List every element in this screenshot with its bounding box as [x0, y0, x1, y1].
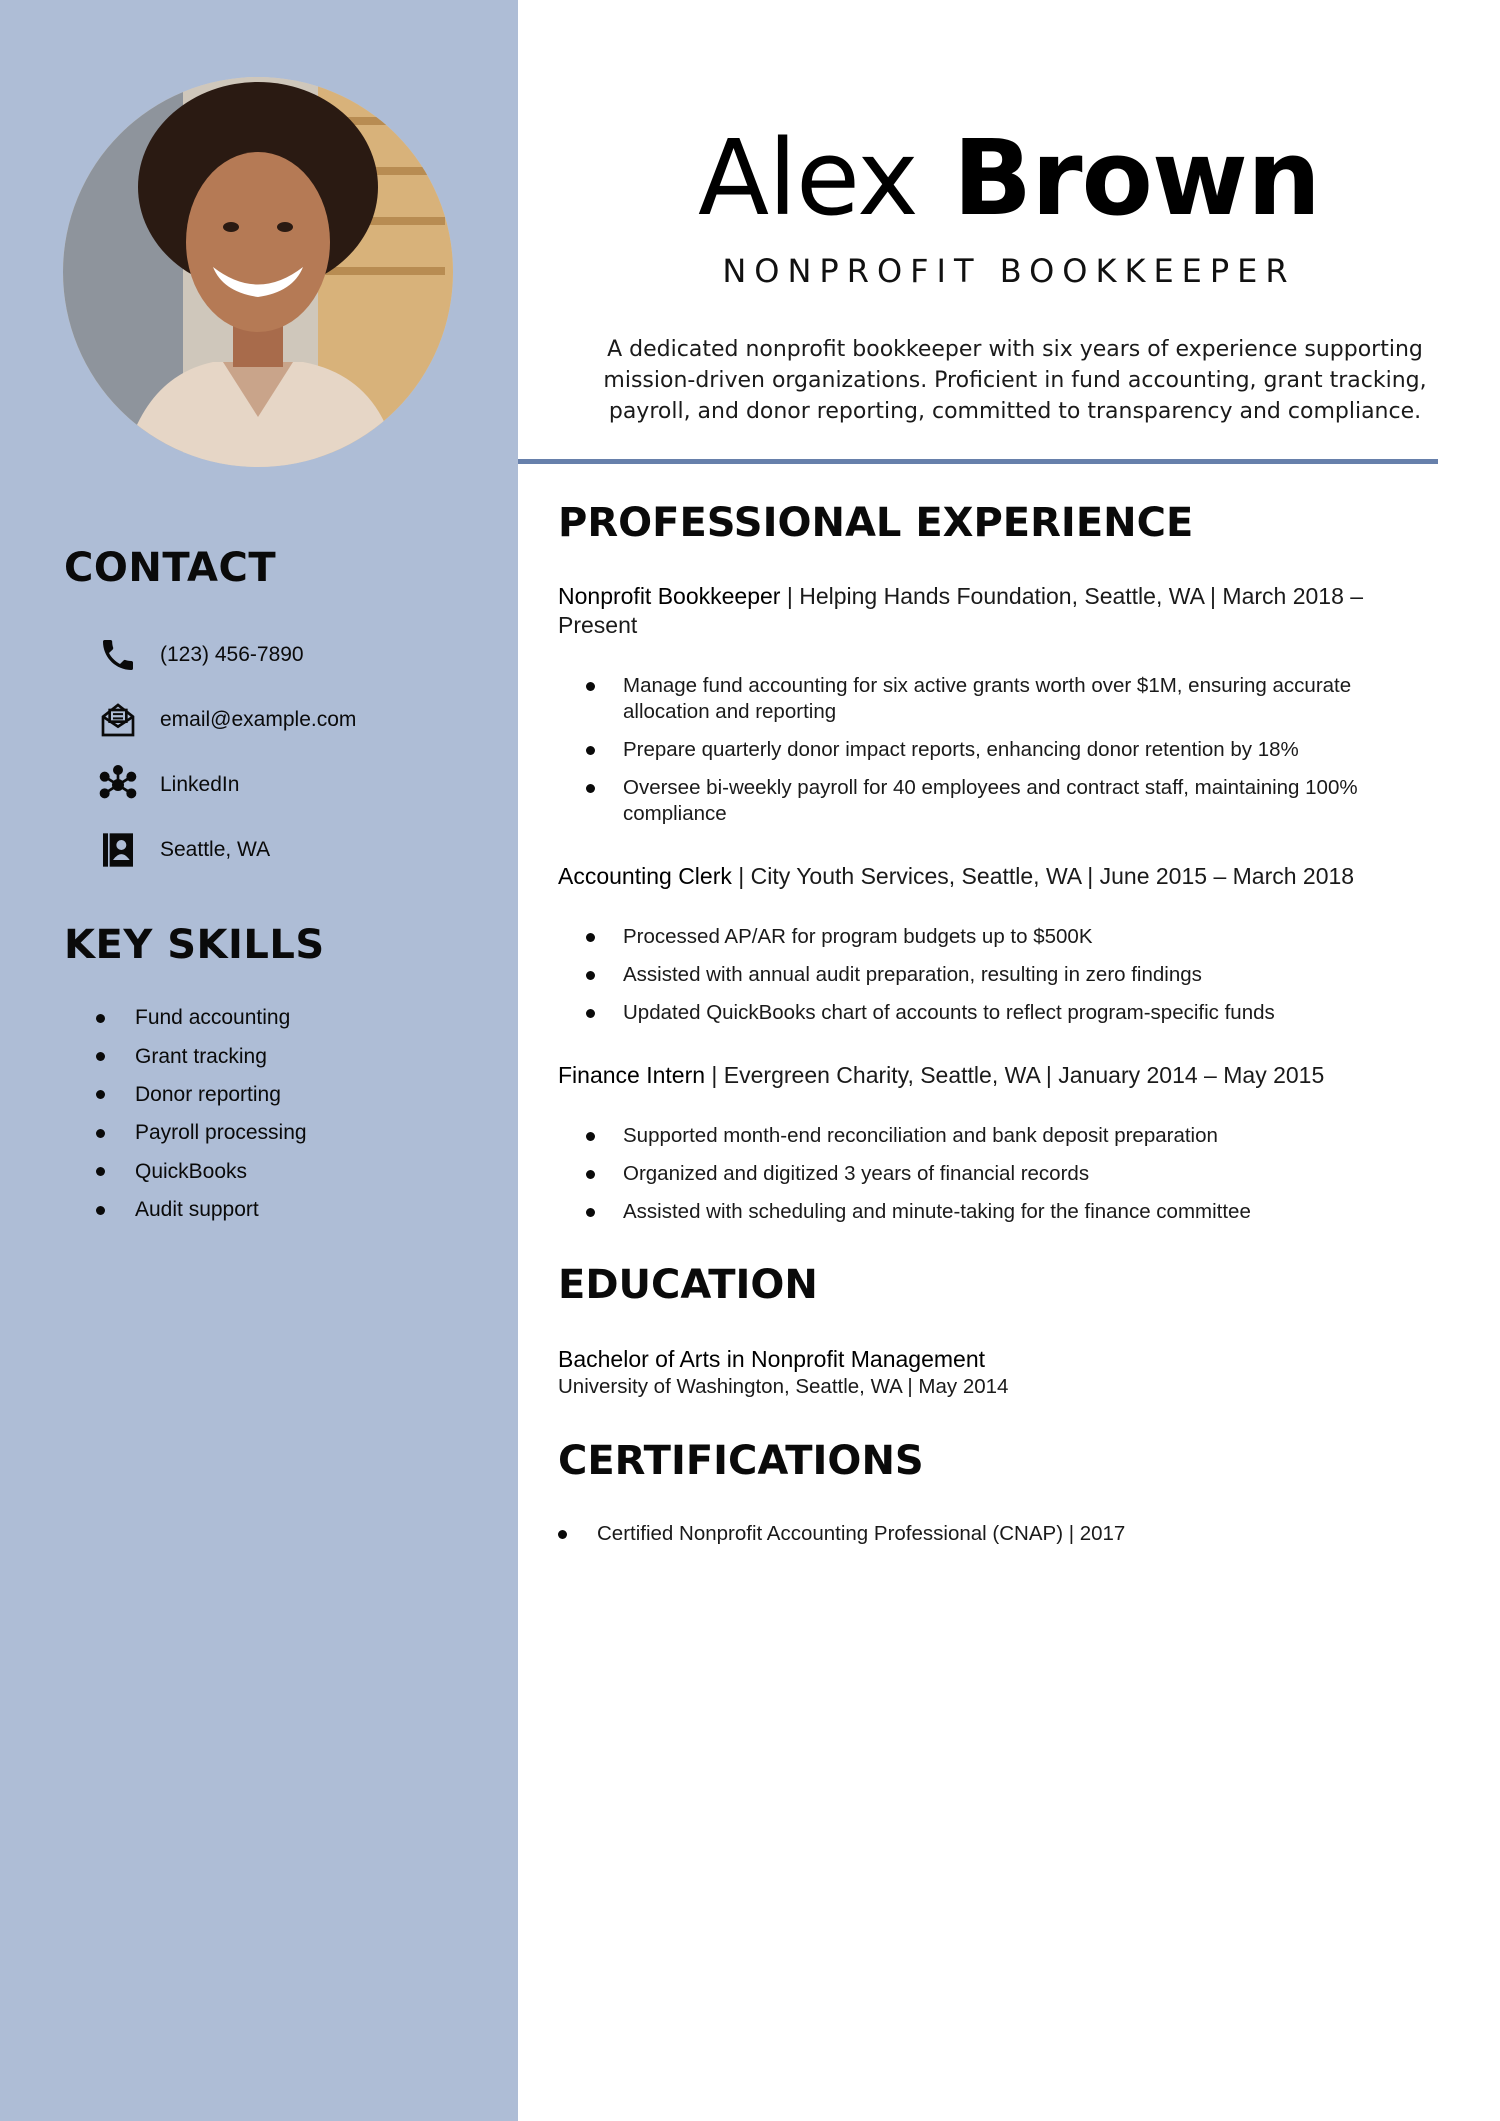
contact-linkedin	[96, 752, 496, 817]
email-text: email@example.com	[160, 707, 357, 731]
achievement-item: Prepare quarterly donor impact reports, enhancing donor retention by 18%	[586, 737, 1406, 763]
bullet	[586, 784, 595, 793]
contact-email	[96, 687, 496, 752]
bullet	[96, 1167, 105, 1176]
contact-heading: CONTACT	[64, 545, 277, 591]
achievement-item: Oversee bi-weekly payroll for 40 employees and contract staff, maintaining 100% compliance	[586, 775, 1406, 827]
bullet	[96, 1090, 105, 1099]
skill-item: Audit support	[96, 1191, 307, 1229]
skills-list	[96, 999, 307, 1229]
phone-text: (123) 456-7890	[160, 642, 304, 666]
portrait-image	[63, 77, 453, 467]
achievement-list	[586, 1123, 1406, 1237]
skill-item: QuickBooks	[96, 1153, 307, 1191]
bullet	[586, 1170, 595, 1179]
header-divider	[518, 459, 1438, 464]
bullet	[586, 933, 595, 942]
achievement-item: Supported month-end reconciliation and bank deposit preparation	[586, 1123, 1406, 1149]
bullet	[586, 682, 595, 691]
skill-item: Donor reporting	[96, 1076, 307, 1114]
bullet	[558, 1530, 567, 1539]
certification-item: Certified Nonprofit Accounting Professional (CNAP) | 2017	[558, 1522, 1125, 1546]
degree: Bachelor of Arts in Nonprofit Management	[558, 1346, 986, 1372]
job-details: | Evergreen Charity, Seattle, WA | January 2014 – May 2015	[705, 1062, 1325, 1088]
achievement-item: Manage fund accounting for six active grants worth over $1M, ensuring accurate allocation and reporting	[586, 673, 1406, 725]
profile-photo	[63, 77, 453, 467]
skill-item: Fund accounting	[96, 999, 307, 1037]
bullet	[586, 1009, 595, 1018]
achievement-item: Assisted with annual audit preparation, resulting in zero findings	[586, 962, 1406, 988]
email-icon	[96, 698, 140, 742]
job-role: Nonprofit Bookkeeper	[558, 583, 781, 609]
summary: A dedicated nonprofit bookkeeper with six years of experience supporting mission-driven organizations. Proficient in fund accounting, grant tracking, payroll, and donor reporting, committed to transparency and compliance.	[603, 337, 1427, 424]
achievement-item: Updated QuickBooks chart of accounts to reflect program-specific funds	[586, 1000, 1406, 1026]
bullet	[586, 1208, 595, 1217]
bullet	[96, 1206, 105, 1215]
candidate-name	[518, 118, 1500, 238]
location-text: Seattle, WA	[160, 837, 271, 861]
job-line	[558, 862, 1398, 891]
job-role: Finance Intern	[558, 1062, 706, 1088]
bullet	[96, 1052, 105, 1061]
job-line	[558, 582, 1398, 640]
bullet	[96, 1014, 105, 1023]
job-line	[558, 1061, 1398, 1090]
achievement-item: Processed AP/AR for program budgets up to $500K	[586, 924, 1406, 950]
skill-item: Payroll processing	[96, 1114, 307, 1152]
job-role: Accounting Clerk	[558, 863, 732, 889]
school: University of Washington, Seattle, WA | May 2014	[558, 1375, 1009, 1398]
linkedin-text: LinkedIn	[160, 772, 240, 796]
first-name: Alex	[697, 117, 918, 239]
contact-phone	[96, 622, 496, 687]
skill-item: Grant tracking	[96, 1037, 307, 1075]
last-name: Brown	[952, 117, 1321, 239]
job-details: | Helping Hands Foundation, Seattle, WA | March 2018 – Present	[558, 583, 1364, 638]
bullet	[586, 746, 595, 755]
contact-list	[96, 622, 496, 882]
achievement-item: Assisted with scheduling and minute-taking for the finance committee	[586, 1199, 1406, 1225]
bullet	[96, 1129, 105, 1138]
experience-heading: PROFESSIONAL EXPERIENCE	[558, 500, 1194, 546]
linkedin-icon	[96, 763, 140, 807]
sidebar	[0, 0, 518, 2121]
achievement-item: Organized and digitized 3 years of financial records	[586, 1161, 1406, 1187]
skills-heading: KEY SKILLS	[64, 922, 325, 968]
achievement-list	[586, 924, 1406, 1038]
job-details: | City Youth Services, Seattle, WA | June 2015 – March 2018	[731, 863, 1355, 889]
location-icon	[96, 828, 140, 872]
contact-location	[96, 817, 496, 882]
phone-icon	[96, 633, 140, 677]
certifications-heading: CERTIFICATIONS	[558, 1438, 924, 1484]
job-title: NONPROFIT BOOKKEEPER	[722, 252, 1296, 290]
achievement-list	[586, 673, 1406, 839]
bullet	[586, 1132, 595, 1141]
bullet	[586, 971, 595, 980]
education-heading: EDUCATION	[558, 1262, 818, 1308]
